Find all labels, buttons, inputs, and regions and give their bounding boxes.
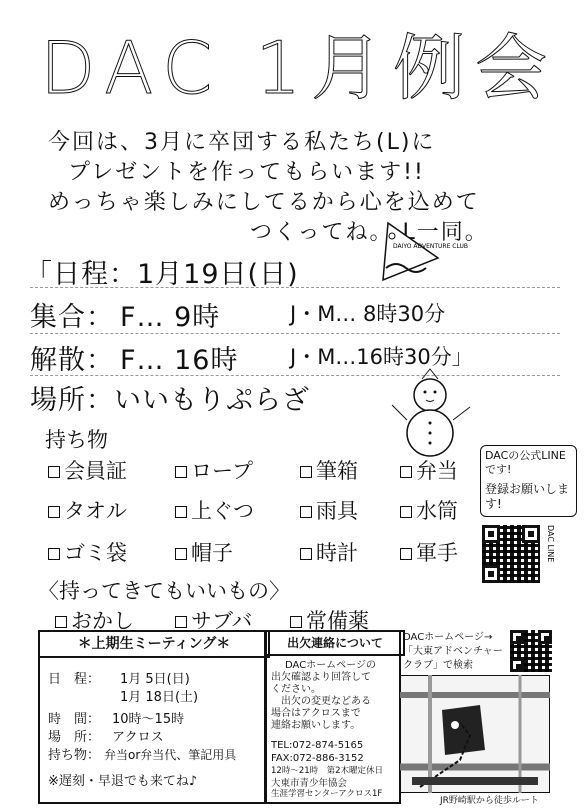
homepage-line-2: 「大東アドベンチャー [403, 646, 503, 657]
meeting-note: ※遅刻・早退でも来てね♪ [48, 774, 198, 789]
meeting-panel [38, 630, 266, 804]
line-note-2: 登録お願いします! [485, 482, 570, 511]
belonging-item: 会員証 [48, 455, 127, 485]
dismiss-f: F… 16時 [120, 345, 239, 376]
belonging-item: 帽子 [175, 537, 233, 567]
message-line-1: 今回は、3月に卒団する私たち(L)に [48, 130, 436, 155]
attendance-fax: FAX:072-886-3152 [271, 753, 364, 764]
attendance-text: DACホームページの [285, 660, 376, 671]
meeting-title: ＊上期生ミーティング＊ [38, 630, 270, 658]
optional-title: 〈持ってきてもいいもの〉 [38, 579, 290, 603]
place: 場所：いいもりぷらざ [30, 385, 310, 416]
page-title: DAC 1月例会 [40, 26, 558, 110]
meeting-items-label: 持ち物： [48, 748, 101, 763]
logo-text: DAIYO ADVENTURE CLUB [393, 243, 469, 250]
meet-jm: J・M… 8時30分 [290, 302, 446, 326]
attendance-panel [265, 630, 401, 804]
schedule-date: 「日程：1月19日(日) [25, 259, 299, 290]
belonging-item: 筆箱 [300, 455, 358, 485]
belonging-item: ロープ [175, 455, 253, 485]
dismiss-label: 解散： [30, 345, 114, 376]
message-line-2: プレゼントを作ってもらいます!! [68, 160, 425, 185]
line-note: DACの公式LINEです! [485, 449, 566, 476]
attendance-text: 出欠確認より回答して [271, 672, 371, 683]
meeting-time: 10時〜15時 [112, 712, 185, 727]
dismiss-jm: J・M…16時30分」 [290, 345, 473, 369]
attendance-text: 連絡お願いします。 [271, 720, 361, 731]
belonging-item: 時計 [300, 537, 358, 567]
route-map [400, 675, 550, 793]
attendance-hours: 12時〜21時 第2木曜定休日 [271, 766, 384, 776]
belonging-item: 弁当 [400, 455, 458, 485]
homepage-line-3: クラブ」で検索 [403, 660, 473, 671]
message-line-3: めっちゃ楽しみにしてるから心を込めて [48, 190, 480, 215]
dac-logo [368, 218, 469, 288]
message-line-4: つくってね。 L一同。 [250, 220, 489, 245]
belonging-item: 上ぐつ [175, 495, 254, 525]
belonging-item: ゴミ袋 [48, 537, 127, 567]
belonging-item: 雨具 [300, 495, 358, 525]
belonging-item: タオル [48, 495, 127, 525]
optional-item: サブバ [175, 605, 252, 635]
meeting-date-1: 1月 5日(日) [120, 672, 190, 687]
meeting-date-label: 日 程： [48, 672, 101, 687]
line-callout [480, 445, 577, 517]
meeting-place: アクロス [112, 730, 164, 745]
attendance-org-2: 生涯学習センターアクロス1F [271, 789, 383, 799]
homepage-qr-code[interactable] [510, 630, 552, 672]
meeting-items: 弁当or弁当代、筆記用具 [104, 748, 237, 762]
attendance-text: ください。 [271, 684, 321, 695]
homepage-line-1: DACホームページ→ [403, 632, 493, 643]
belonging-item: 水筒 [400, 495, 458, 525]
attendance-title: 出欠連絡について [265, 630, 405, 656]
optional-item: おかし [55, 605, 134, 635]
meeting-place-label: 場 所： [48, 730, 101, 745]
attendance-org-1: 大東市青少年協会 [271, 778, 348, 789]
attendance-tel[interactable]: TEL:072-874-5165 [271, 740, 364, 751]
line-qr-code[interactable] [482, 525, 540, 583]
attendance-text: 場合はアクロスまで [271, 708, 361, 719]
line-label: DAC LINE [546, 525, 555, 563]
snowman-icon [390, 365, 475, 460]
belonging-item: 軍手 [400, 537, 458, 567]
meet-label: 集合： [30, 302, 114, 333]
meeting-date-2: 1月 18日(土) [120, 690, 199, 705]
map-caption: JR野崎駅から徒歩ルート [440, 796, 539, 806]
attendance-text: 出欠の変更などある [271, 696, 371, 707]
optional-item: 常備薬 [290, 605, 369, 635]
meeting-time-label: 時 間： [48, 712, 101, 727]
belongings-title: 持ち物 [45, 428, 108, 452]
meet-f: F… 9時 [120, 302, 221, 333]
